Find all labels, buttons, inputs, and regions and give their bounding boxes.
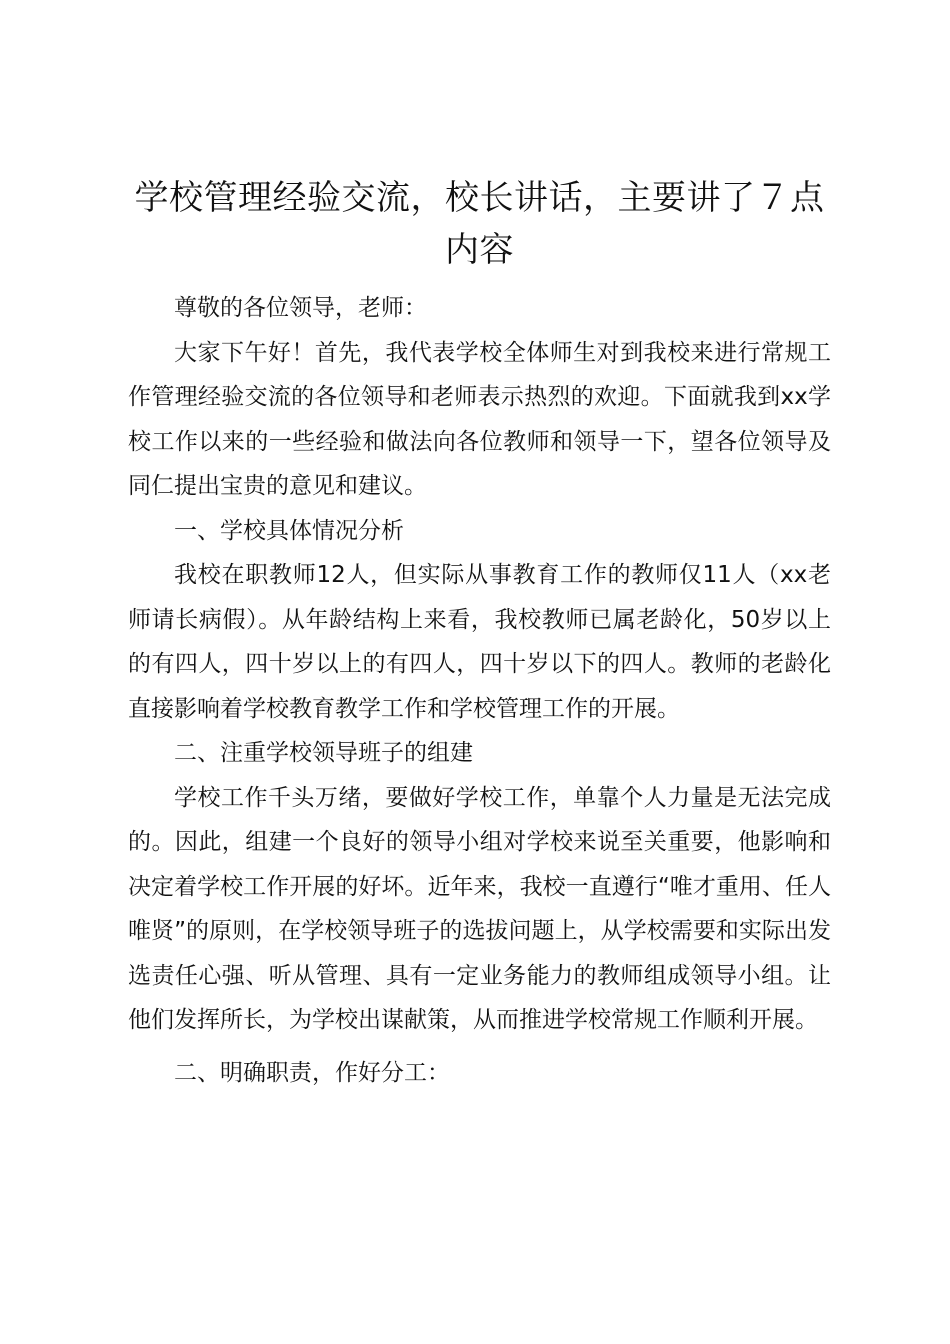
section-body-2: 学校工作千头万绪，要做好学校工作，单靠个人力量是无法完成的。因此，组建一个良好的领导小组对学校来说至关重要，他影响和决定着学校工作开展的好坏。近年来，我校一直遵行“唯才重用、任人唯贤”的原则，在学校领导班子的选拔问题上，从学校需要和实际出发选责任心强、听从管理、具有一定业务能力的教师组成领导小组。让他们发挥所长，为学校出谋献策，从而推进学校常规工作顺利开展。	[128, 784, 831, 1033]
document-page	[128, 172, 831, 1095]
intro-paragraph: 大家下午好！首先，我代表学校全体师生对到我校来进行常规工作管理经验交流的各位领导和老师表示热烈的欢迎。下面就我到xx学校工作以来的一些经验和做法向各位教师和领导一下，望各位领导及同仁提出宝贵的意见和建议。	[128, 339, 831, 499]
document-title: 学校管理经验交流，校长讲话，主要讲了７点内容	[134, 178, 825, 270]
section-heading-1: 一、学校具体情况分析	[174, 517, 404, 544]
section-heading-3: 二、明确职责，作好分工：	[174, 1059, 450, 1086]
section-body-1: 我校在职教师12人，但实际从事教育工作的教师仅11人（xx老师请长病假）。从年龄结构上来看，我校教师已属老龄化，50岁以上的有四人，四十岁以上的有四人，四十岁以下的四人。教师的老龄化直接影响着学校教育教学工作和学校管理工作的开展。	[128, 562, 831, 722]
greeting: 尊敬的各位领导，老师：	[174, 295, 427, 321]
section-heading-2: 二、注重学校领导班子的组建	[174, 740, 473, 766]
